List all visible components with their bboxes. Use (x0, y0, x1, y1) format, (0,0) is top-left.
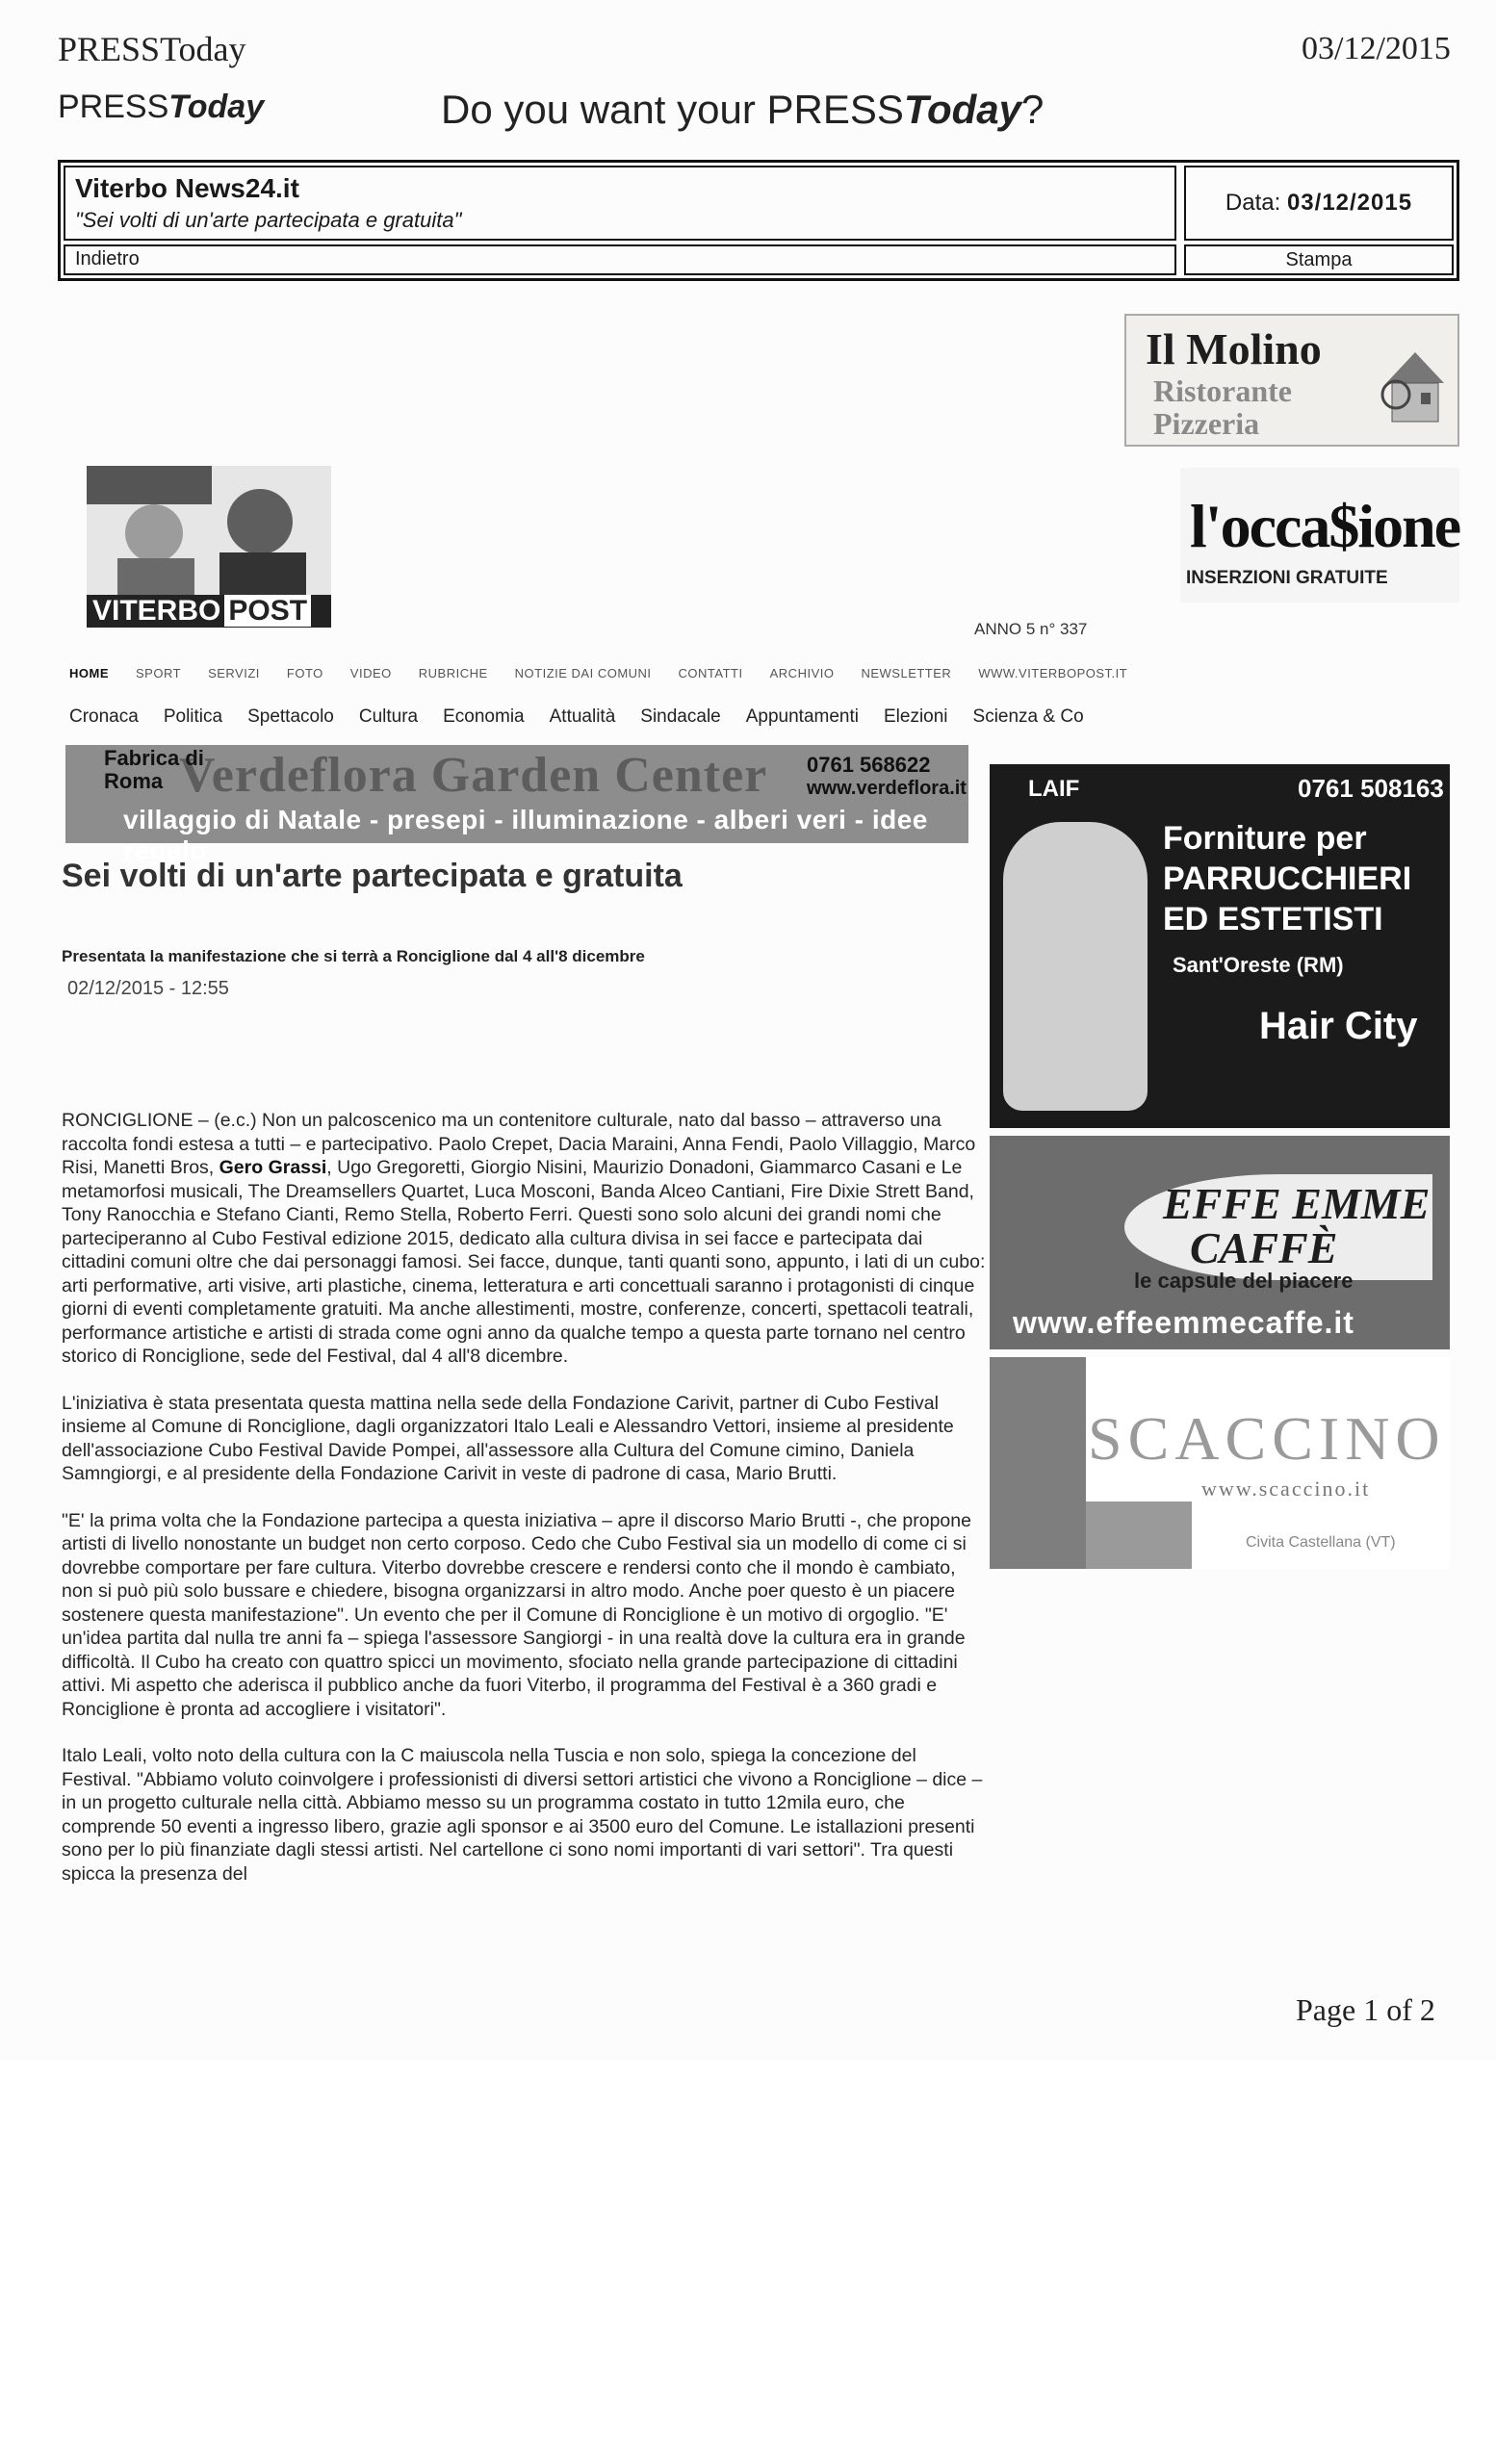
occasione-title: l'occa$ione (1190, 492, 1460, 560)
section-item[interactable]: Elezioni (883, 706, 948, 727)
logo-text-b: POST (224, 595, 311, 627)
article-subtitle: Presentata la manifestazione che si terrà a Ronciglione dal 4 all'8 dicembre (62, 947, 645, 965)
scaccino-photo-2 (1086, 1502, 1192, 1569)
caffe-web: www.effeemmecaffe.it (1013, 1305, 1354, 1340)
nav-item[interactable]: WWW.VITERBOPOST.IT (978, 666, 1128, 680)
laif-phone: 0761 508163 (1298, 774, 1444, 803)
section-item[interactable]: Cultura (358, 706, 419, 727)
laif-address: Sant'Oreste (RM) (1173, 953, 1344, 977)
laif-headline (1163, 818, 1411, 939)
verdeflora-web: www.verdeflora.it (807, 778, 967, 799)
article-paragraph: "E' la prima volta che la Fondazione partecipa a questa iniziativa – apre il discorso Mario Brutti -, che propone artisti di livello nonostante un budget non certo corposo. Cedo che Cubo Festival sia un modello di come ci si dovrebbe comportare per fare cultura. Viterbo dovrebbe crescere e rendersi conto che il mondo è cambiato, non si può più solo bussare e chiedere, bisogna organizzarsi in altro modo. Anche poer questo è un piacere sostenere questa manifestazione". Un evento che per il Comune di Ronciglione è un motivo di orgoglio. "E' un'idea partita dal nulla tre anni fa – spiega l'assessore Sangiorgi - in una realtà dove la cultura era in grande difficoltà. Il Cubo ha creato con quattro spicci un movimento, sfociato nella grande partecipazione di cittadini attivi. Mi aspetto che aderisca il pubblico anche da fuori Viterbo, il programma del Festival è a 360 gradi e Ronciglione è pronta ad accogliere i visitatori". (62, 1509, 971, 1720)
article-body (62, 1109, 986, 1909)
article-paragraph (62, 1109, 986, 1369)
page-number: Page 1 of 2 (1296, 1992, 1435, 2027)
ad-verdeflora-banner[interactable] (65, 745, 968, 865)
nav-item[interactable]: RUBRICHE (418, 666, 488, 680)
section-item[interactable]: Cronaca (69, 706, 139, 727)
press-logo-part-b: Today (168, 89, 265, 125)
ad-il-molino[interactable] (1124, 314, 1459, 447)
scaccino-web: www.scaccino.it (1201, 1476, 1371, 1501)
laif-line3: ED ESTETISTI (1163, 901, 1383, 937)
issue-number: ANNO 5 n° 337 (974, 620, 1088, 638)
molino-line2: Pizzeria (1153, 406, 1260, 441)
verdeflora-place-a: Fabrica di (104, 746, 204, 770)
back-link[interactable]: Indietro (64, 244, 1176, 275)
paragraph-1-b: , Ugo Gregoretti, Giorgio Nisini, Maurizio Donadoni, Giammarco Casani e Le metamorfosi musicali, The Dreamsellers Quartet, Luca Mosconi, Banda Alceo Cantiani, Fire Dixie Strett Band, Tony Ranocchia e Stefano Cianti, Remo Stella, Roberto Ferri. Questi sono solo alcuni dei grandi nomi che parteciperanno al Cubo Festival edizione 2015, dedicato alla cultura divisa in sei facce e partecipata dai cittadini comuni oltre che dai personaggi famosi. Sei facce, dunque, tanti quanti sono, appunto, i lati di un cubo: arti performative, arti visive, arti plastiche, cinema, letteratura e arti concettuali saranno i protagonisti di cinque giorni di eventi completamente gratuiti. Ma anche allestimenti, mostre, conferenze, concerti, spettacoli teatrali, performance artistiche e artisti di strada come ogni anno da qualche tempo a questa parte tornano nel centro storico di Ronciglione, sede del Festival, dal 4 all'8 dicembre. (62, 1157, 986, 1367)
clip-date-value: 03/12/2015 (1286, 190, 1413, 216)
nav-item[interactable]: ARCHIVIO (769, 666, 835, 680)
laif-line1: Forniture per (1163, 820, 1367, 857)
article-paragraph: L'iniziativa è stata presentata questa mattina nella sede della Fondazione Carivit, partner di Cubo Festival insieme al Comune di Ronciglione, dagli organizzatori Italo Leali e Alessandro Vettori, insieme al presidente dell'associazione Cubo Festival Davide Pompei, all'assessore alla Cultura del Comune cimino, Daniela Samngiorgi, e al presidente della Fondazione Carivit in veste di padrone di casa, Mario Brutti. (62, 1392, 954, 1484)
promo-text-b: Today (903, 87, 1022, 132)
nav-item[interactable]: HOME (69, 666, 109, 680)
press-brand-top: PRESSToday (58, 30, 246, 68)
nav-item[interactable]: NOTIZIE DAI COMUNI (514, 666, 652, 680)
print-date: 03/12/2015 (1302, 31, 1451, 66)
section-item[interactable]: Politica (163, 706, 223, 727)
article-title: Sei volti di un'arte partecipata e gratuita (62, 858, 683, 894)
nav-item[interactable]: NEWSLETTER (861, 666, 952, 680)
nav-item[interactable]: VIDEO (349, 666, 392, 680)
scaccino-city: Civita Castellana (VT) (1246, 1534, 1396, 1551)
caffe-tagline: le capsule del piacere (1134, 1269, 1354, 1293)
nav-item[interactable]: SPORT (136, 666, 182, 680)
section-item[interactable]: Spettacolo (247, 706, 334, 727)
logo-portraits-image (87, 466, 331, 595)
article-datetime: 02/12/2015 - 12:55 (67, 978, 229, 999)
verdeflora-place-b: Roma (104, 769, 164, 793)
ad-occasione[interactable] (1180, 468, 1459, 603)
caffe-title-b: CAFFÈ (1190, 1223, 1338, 1272)
section-item[interactable]: Attualità (549, 706, 616, 727)
verdeflora-title: Verdeflora Garden Center (179, 748, 768, 803)
mill-house-icon (1377, 335, 1454, 431)
section-item[interactable]: Appuntamenti (745, 706, 859, 727)
paragraph-1-a: RONCIGLIONE – (e.c.) Non un palcoscenico ma un contenitore culturale, nato dal basso – attraverso una raccolta fondi estesa a tutti – e partecipativo. Paolo Crepet, Dacia Maraini, Anna Fendi, Paolo Villaggio, Marco Risi, Manetti Bros, (62, 1110, 976, 1178)
article-paragraph: Italo Leali, volto noto della cultura con la C maiuscola nella Tuscia e non solo, spiega la concezione del Festival. "Abbiamo voluto coinvolgere i professionisti di diversi settori artistici che vivono a Ronciglione – dice – in un progetto culturale nella città. Abbiamo messo su un programma costato in tutto 12mila euro, che comprende 50 eventi a ingresso libero, grazie agli sponsor e ai 3500 euro del Comune. Le istallazioni presenti sono per lo più finanziate dagli stessi artisti. Nel cartellone ci sono nomi importanti di vari settori". Tra questi spicca la presenza del (62, 1745, 983, 1885)
clip-headline: "Sei volti di un'arte partecipata e gratuita" (75, 208, 462, 232)
press-today-logo (58, 89, 264, 126)
occasione-sub: INSERZIONI GRATUITE (1186, 568, 1388, 588)
verdeflora-place (104, 747, 204, 793)
section-navigation (69, 706, 1148, 728)
clip-source-box (64, 166, 1176, 241)
hand-nails-image (1003, 822, 1148, 1111)
hair-city-logo: Hair City (1259, 1005, 1418, 1047)
caffe-title-a: EFFE EMME (1163, 1179, 1431, 1228)
clip-date-label: Data: (1225, 190, 1281, 216)
verdeflora-tagline: villaggio di Natale - presepi - illuminazione - alberi veri - idee regalo (123, 805, 928, 865)
paragraph-1-bold: Gero Grassi (219, 1157, 327, 1178)
viterbo-post-wordmark (87, 595, 331, 628)
press-logo-part-a: PRESS (58, 89, 169, 125)
top-navigation (69, 666, 1205, 680)
nav-item[interactable]: SERVIZI (208, 666, 260, 680)
nav-item[interactable]: CONTATTI (678, 666, 743, 680)
laif-line2: PARRUCCHIERI (1163, 860, 1412, 897)
nav-item[interactable]: FOTO (286, 666, 323, 680)
section-item[interactable]: Scienza & Co (972, 706, 1084, 727)
promo-text-a: Do you want your PRESS (441, 87, 904, 132)
scaccino-photo (990, 1357, 1086, 1569)
logo-text-a: VITERBO (92, 595, 221, 627)
ad-effe-emme-caffe[interactable] (990, 1136, 1450, 1349)
promo-text-c: ? (1021, 87, 1045, 132)
print-link[interactable]: Stampa (1184, 244, 1454, 275)
section-item[interactable]: Sindacale (640, 706, 721, 727)
press-promo (441, 87, 1044, 133)
laif-brand: LAIF (1028, 776, 1080, 802)
section-item[interactable]: Economia (443, 706, 525, 727)
molino-line1: Ristorante (1153, 373, 1292, 408)
molino-title: Il Molino (1146, 324, 1322, 373)
ad-scaccino[interactable] (990, 1357, 1450, 1569)
clip-date-box (1184, 166, 1454, 241)
viterbo-post-logo[interactable] (87, 466, 331, 628)
verdeflora-phone: 0761 568622 (807, 753, 931, 777)
ad-laif-hair-city[interactable] (990, 764, 1450, 1128)
clip-source: Viterbo News24.it (75, 173, 299, 203)
scaccino-title: SCACCINO (1088, 1404, 1446, 1473)
